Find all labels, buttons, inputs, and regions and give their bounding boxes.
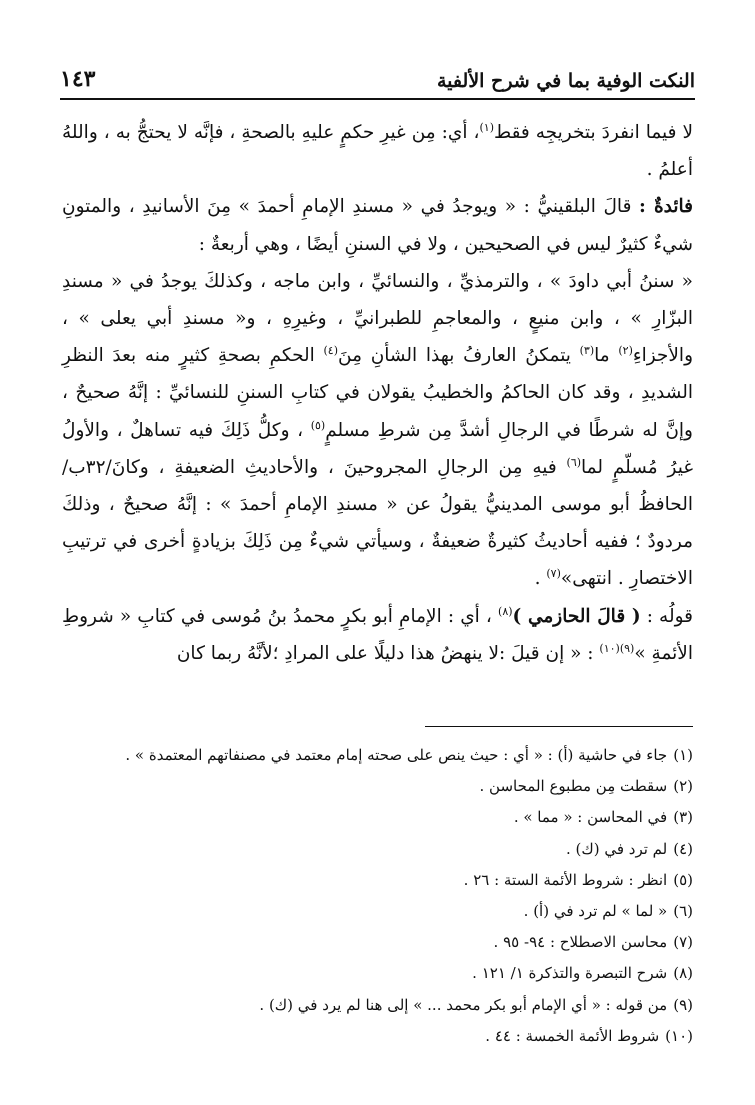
- footnote-number: (٢): [673, 777, 693, 796]
- footnote-ref: (٧): [546, 567, 561, 581]
- footnote-number: (٣): [673, 808, 693, 827]
- footnote-text: « لما » لم ترد في (أ) .: [523, 902, 668, 921]
- text-run: ، وكلُّ ذَلِكَ فيه تساهلٌ ، والأولُ غيرُ مُسلّمٍ لما: [62, 419, 693, 478]
- paragraph-3: [62, 263, 693, 598]
- paragraph-4: [62, 598, 693, 672]
- footnote-number: (٨): [673, 964, 693, 983]
- footnote-text: جاء في حاشية (أ) : « أي : حيث ينص على صحته إمام معتمد في مصنفاتهم المعتمدة » .: [125, 746, 668, 764]
- paragraph-lead: فائدةٌ :: [639, 196, 693, 218]
- footnote-item: [62, 896, 693, 927]
- footnote-number: (٤): [673, 839, 693, 858]
- footnote-text: في المحاسن : « مما » .: [513, 808, 668, 827]
- footnote-number: (١): [673, 746, 693, 764]
- paragraph-2: [62, 188, 693, 262]
- text-run: : « إن قيلَ :لا ينهضُ هذا دليلًا على المرادِ ؛لأنَّهُ ربما كان: [176, 642, 600, 664]
- footnote-text: من قوله : « أي الإمام أبو بكر محمد ... » إلى هنا لم يرد في (ك) .: [259, 995, 668, 1014]
- footnote-item: [62, 740, 693, 771]
- text-run: قولُه :: [640, 605, 694, 627]
- footnote-item: [62, 802, 693, 833]
- footnote-text: شرح التبصرة والتذكرة ١/ ١٢١ .: [472, 964, 668, 983]
- footnote-ref: (٦): [566, 455, 582, 469]
- footnote-number: (٥): [673, 870, 693, 889]
- running-title: النكت الوفية بما في شرح الألفية: [437, 70, 695, 92]
- footnote-item: [62, 958, 693, 989]
- footnote-ref: (٢): [618, 344, 633, 358]
- footnote-ref: (٤): [323, 344, 339, 358]
- footnote-number: (١٠): [665, 1026, 693, 1045]
- text-run: يتمكنُ العارفُ بهذا الشأنِ مِنَ: [338, 345, 580, 367]
- text-run: ، أي: مِن غيرِ حكمٍ عليهِ بالصحةِ ، فإنَّه لا يحتجُّ به ، واللهُ أعلمُ .: [62, 122, 693, 181]
- text-run: الحكمِ بصحةِ كثيرٍ منه بعدَ النظرِ الشديدِ ، وقد كان الحاكمُ والخطيبُ يقولان في كتابِ السننِ للنسائيِّ : إنَّهُ صحيحٌ ، وإنَّ له شرطًا في الرجالِ أشدَّ مِن شرطِ مسلمٍ: [62, 345, 693, 441]
- footnote-item: [62, 771, 693, 802]
- footnote-ref: (٣): [579, 344, 595, 358]
- footnotes: [62, 740, 693, 1052]
- footnote-item: [62, 990, 693, 1021]
- footnote-number: (٦): [673, 902, 693, 921]
- footnote-text: انظر : شروط الأئمة الستة : ٢٦ .: [463, 870, 668, 889]
- footnote-ref: (٨): [498, 604, 513, 618]
- footnote-text: محاسن الاصطلاح : ٩٤- ٩٥ .: [493, 933, 668, 952]
- footnote-ref: (١): [479, 120, 495, 134]
- text-run: « سننُ أبي داودَ » ، والترمذيِّ ، والنسائيِّ ، وابن ماجه ، وكذلكَ يوجدُ في « مسندِ البزّارِ » ، وابن منيعٍ ، والمعاجمِ للطبرانيِّ ، وغيرِهِ ، و« مسندِ أبي يعلى » ، والأجزاءِ: [62, 270, 693, 367]
- text-run: فيهِ مِن الرجالِ المجروحينَ ، والأحاديثِ الضعيفةِ ، وكانَ/٣٢ب/ الحافظُ أبو موسى المدينيُّ يقولُ عن « مسندِ الإمامِ أحمدَ » : إنَّهُ صحيحٌ ، وذلكَ مردودٌ ؛ ففيه أحاديثُ كثيرةٌ ضعيفةٌ ، وسيأتي شيءٌ مِن ذَلِكَ بزيادةٍ أخرى في ترتيبِ الاختصارِ . انتهى»: [62, 456, 693, 590]
- footnote-item: [62, 865, 693, 896]
- header-rule: [60, 98, 695, 100]
- main-text: [62, 114, 693, 672]
- footnote-text: لم ترد في (ك) .: [565, 839, 668, 858]
- page-header: [60, 58, 695, 92]
- text-run: قالَ البلقينيُّ : « ويوجدُ في « مسندِ الإمامِ أحمدَ » مِنَ الأسانيدِ ، والمتونِ شيءٌ كثيرٌ ليس في الصحيحين ، ولا في السننِ أيضًا ، وهي أربعةٌ :: [62, 196, 693, 255]
- footnote-item: [62, 927, 693, 958]
- footnote-ref: (٩)(١٠): [599, 641, 635, 655]
- footnote-ref: (٥): [310, 418, 326, 432]
- footnote-text: سقطت مِن مطبوع المحاسن .: [479, 777, 668, 796]
- page-number: ١٤٣: [60, 66, 96, 92]
- text-run: ما: [594, 345, 619, 367]
- text-run: لا فيما انفردَ بتخريجِه فقط: [494, 122, 694, 143]
- footnote-item: [62, 834, 693, 865]
- footnote-text: شروط الأئمة الخمسة : ٤٤ .: [485, 1026, 660, 1045]
- footnote-number: (٧): [673, 933, 693, 952]
- text-run: ، أي : الإمامِ أبو بكرٍ محمدُ بنُ مُوسى في كتابِ « شروطِ الأئمةِ »: [62, 605, 693, 664]
- footnote-item: [62, 1021, 693, 1052]
- footnote-number: (٩): [673, 995, 693, 1014]
- quoted-lemma: ( قالَ الحازمي ): [512, 605, 641, 627]
- footnote-separator: [425, 726, 693, 727]
- paragraph-1: [62, 114, 693, 188]
- text-run: .: [534, 568, 547, 590]
